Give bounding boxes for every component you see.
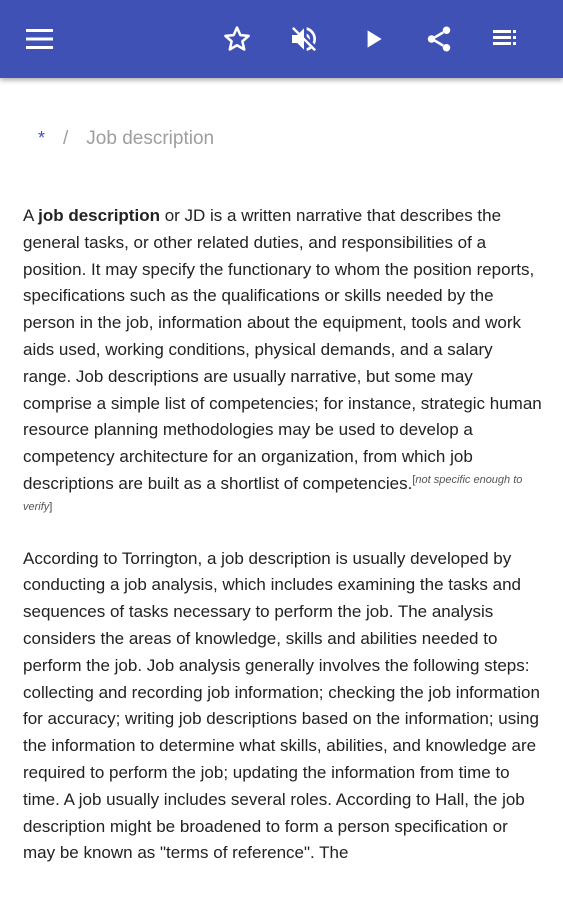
play-icon [360, 26, 386, 52]
article-paragraph [23, 203, 543, 525]
volume-off-icon [288, 23, 320, 55]
breadcrumb [38, 128, 214, 150]
table-of-contents-button[interactable] [488, 21, 524, 57]
breadcrumb-current: Job description [86, 128, 215, 149]
article-paragraph: According to Torrington, a job description is usually developed by conducting a job analysis, which includes examining the tasks and sequences of tasks necessary to perform the job. The analysis considers the areas of knowledge, skills and abilities needed to perform the job. Job analysis generally involves the following steps: collecting and recording job information; checking the job information for accuracy; writing job descriptions based on the information; using the information to determine what skills, abilities, and knowledge are required to perform the job; updating the information from time to time. A job usually includes several roles. According to Hall, the job description might be broadened to form a person specification or may be known as "terms of reference". The [23, 548, 540, 863]
favorite-button[interactable] [219, 21, 255, 57]
paragraph-text: or JD is a written narrative that describes the general tasks, or other related duties, and responsibilities of a position. It may specify the functionary to whom the position reports, specifications such as the qualifications or skills needed by the person in the job, information about the equipment, tools and work aids used, working conditions, physical demands, and a salary range. Job descriptions are usually narrative, but some may comprise a simple list of competencies; for instance, strategic human resource planning methodologies may be used to develop a competency architecture for an organization, from which job descriptions are built as a shortlist of competencies. [23, 206, 542, 493]
paragraph-text: A [23, 206, 39, 225]
mute-button[interactable] [286, 21, 322, 57]
share-button[interactable] [421, 21, 457, 57]
play-button[interactable] [355, 21, 391, 57]
citation-needed-note[interactable]: [not specific enough to verify] [23, 473, 523, 513]
list-icon [491, 26, 521, 52]
article-body [23, 203, 543, 888]
app-bar [0, 0, 563, 78]
star-outline-icon [222, 24, 252, 54]
menu-icon [26, 28, 54, 50]
share-icon [424, 24, 454, 54]
breadcrumb-home-link[interactable]: * [38, 128, 46, 148]
menu-button[interactable] [22, 21, 58, 57]
article-term: job description [38, 206, 160, 225]
breadcrumb-separator: / [63, 128, 69, 149]
